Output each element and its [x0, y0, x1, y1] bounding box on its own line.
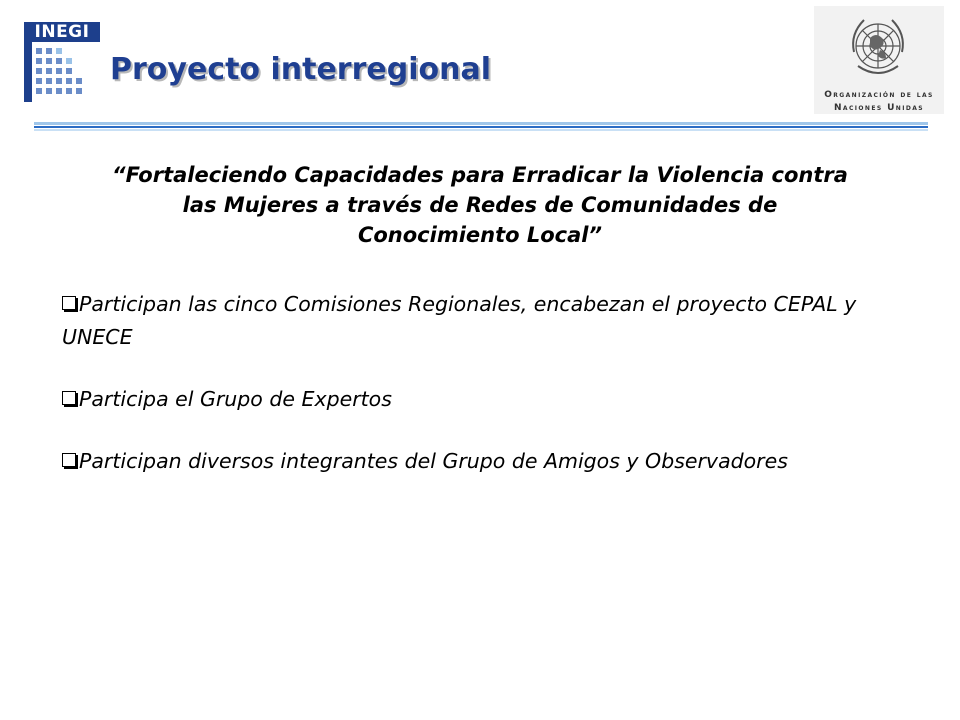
checkbox-bullet-icon [62, 453, 76, 467]
checkbox-bullet-icon [62, 296, 76, 310]
list-item [62, 383, 922, 416]
quote-line-2: las Mujeres a través de Redes de Comunidades de [182, 193, 778, 217]
quote-line-3: Conocimiento Local” [357, 223, 603, 247]
un-logo-line1: Organización de las [824, 90, 934, 100]
bullet-text: Participa el Grupo de Expertos [79, 387, 392, 411]
bullet-list [62, 288, 922, 507]
bullet-text: Participan las cinco Comisiones Regionales, encabezan el proyecto CEPAL y UNECE [62, 292, 857, 349]
page-title: Proyecto interregional [110, 52, 491, 87]
divider-top [34, 122, 928, 125]
un-logo [814, 6, 944, 114]
list-item [62, 445, 922, 478]
un-emblem-icon [840, 12, 916, 86]
bullet-text: Participan diversos integrantes del Grupo de Amigos y Observadores [79, 449, 788, 473]
un-logo-line2: Naciones Unidas [834, 103, 924, 113]
inegi-logo-text: INEGI [24, 22, 100, 42]
divider-middle [34, 126, 928, 128]
list-item [62, 288, 922, 354]
checkbox-bullet-icon [62, 391, 76, 405]
project-quote [50, 160, 910, 250]
quote-line-1: “Fortaleciendo Capacidades para Erradicar la Violencia contra [112, 163, 848, 187]
divider-bottom [34, 129, 928, 131]
